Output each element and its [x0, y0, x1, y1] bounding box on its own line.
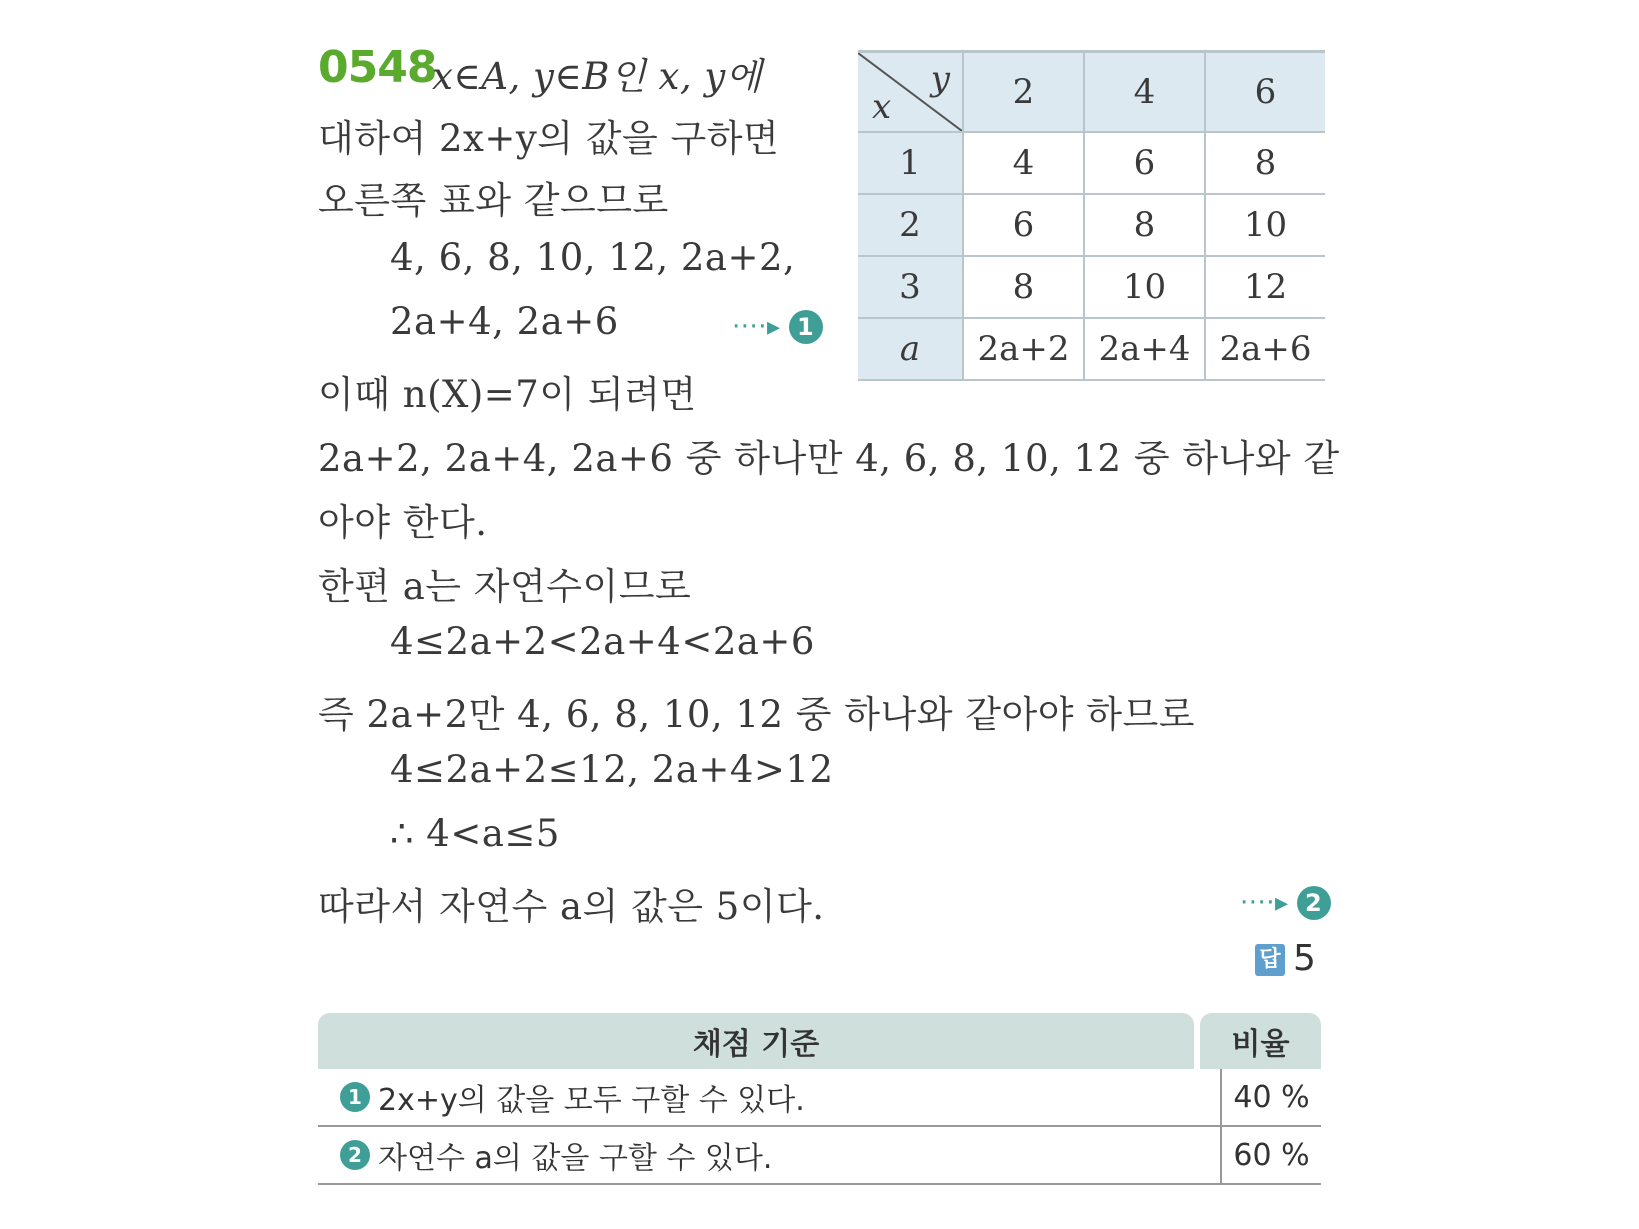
solution-line-8: 아야 한다.: [318, 501, 488, 544]
table-cell: 10: [1205, 194, 1325, 256]
circled-number-1-icon: 1: [340, 1082, 370, 1112]
col-header: 2: [963, 52, 1084, 133]
row-header: 1: [858, 132, 963, 194]
solution-line-6: 이때 n(X)=7이 되려면: [318, 373, 697, 416]
grading-row: [318, 1069, 1321, 1127]
grading-criteria-text: 자연수 a의 값을 구할 수 있다.: [378, 1141, 773, 1176]
table-cell: 2a+2: [963, 318, 1084, 380]
table-cell: 8: [1084, 194, 1205, 256]
solution-line-7: 2a+2, 2a+4, 2a+6 중 하나만 4, 6, 8, 10, 12 중 하나와 같: [318, 437, 1340, 480]
solution-line-3: 오른쪽 표와 같으므로: [318, 179, 669, 222]
solution-line-14: 따라서 자연수 a의 값은 5이다.: [318, 885, 825, 928]
table-row: [858, 132, 1325, 194]
solution-line-13: ∴ 4<a≤5: [390, 812, 560, 855]
circled-number-2-icon: 2: [1297, 886, 1331, 920]
step-marker-1: [732, 302, 823, 345]
corner-x-label: x: [872, 87, 892, 127]
grading-table: [318, 1013, 1321, 1185]
answer: [1255, 938, 1316, 979]
answer-label-icon: 답: [1255, 944, 1285, 976]
table-row: [858, 318, 1325, 380]
value-table: [858, 50, 1325, 381]
step-marker-2: [1240, 878, 1331, 921]
grading-ratio-cell: 60 %: [1233, 1137, 1310, 1173]
corner-y-label: y: [930, 59, 950, 99]
problem-number: 0548: [318, 42, 437, 93]
solution-line-1: x∈A, y∈B인 x, y에: [432, 55, 763, 98]
circled-number-1-icon: 1: [789, 310, 823, 344]
row-header: 2: [858, 194, 963, 256]
table-cell: 2a+4: [1084, 318, 1205, 380]
solution-line-9: 한편 a는 자연수이므로: [318, 565, 692, 608]
circled-number-2-icon: 2: [340, 1140, 370, 1170]
solution-line-5: 2a+4, 2a+6: [390, 300, 619, 343]
grading-ratio-cell: 40 %: [1233, 1079, 1310, 1115]
solution-line-11: 즉 2a+2만 4, 6, 8, 10, 12 중 하나와 같아야 하므로: [318, 693, 1195, 736]
col-header: 6: [1205, 52, 1325, 133]
table-cell: 8: [1205, 132, 1325, 194]
table-cell: 6: [963, 194, 1084, 256]
grading-criteria-cell: [318, 1069, 1222, 1125]
table-cell: 8: [963, 256, 1084, 318]
row-header: 3: [858, 256, 963, 318]
col-header: 4: [1084, 52, 1205, 133]
solution-line-12: 4≤2a+2≤12, 2a+4>12: [390, 748, 834, 791]
table-cell: 4: [963, 132, 1084, 194]
table-cell: 10: [1084, 256, 1205, 318]
value-table-corner: [858, 52, 963, 133]
table-row: [858, 256, 1325, 318]
table-cell: 12: [1205, 256, 1325, 318]
table-cell: 6: [1084, 132, 1205, 194]
table-cell: 2a+6: [1205, 318, 1325, 380]
arrow-icon: ····▸: [1240, 887, 1289, 918]
solution-line-2: 대하여 2x+y의 값을 구하면: [318, 117, 780, 160]
table-row: [858, 194, 1325, 256]
solution-line-10: 4≤2a+2<2a+4<2a+6: [390, 620, 815, 663]
value-table-header-row: [858, 52, 1325, 133]
grading-row: [318, 1127, 1321, 1185]
answer-value: 5: [1293, 938, 1316, 979]
grading-header: [318, 1013, 1321, 1069]
grading-header-ratio: 비율: [1200, 1013, 1321, 1069]
grading-criteria-text: 2x+y의 값을 모두 구할 수 있다.: [378, 1083, 805, 1118]
arrow-icon: ····▸: [732, 311, 781, 342]
grading-header-criteria: 채점 기준: [318, 1013, 1194, 1069]
grading-criteria-cell: [318, 1127, 1222, 1183]
row-header: a: [858, 318, 963, 380]
solution-line-4: 4, 6, 8, 10, 12, 2a+2,: [390, 236, 796, 279]
